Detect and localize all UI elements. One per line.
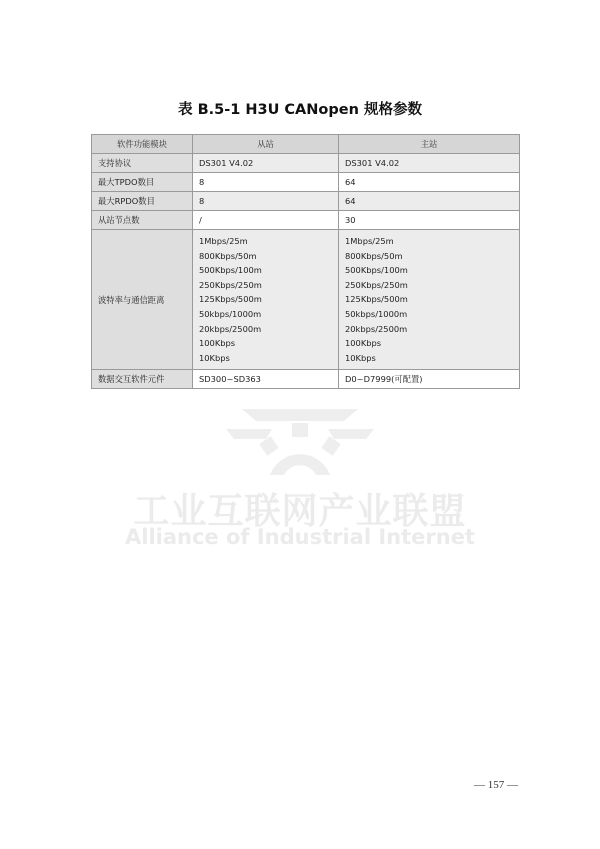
master-cell [339,230,520,370]
header-module: 软件功能模块 [92,135,193,154]
slave-cell: / [193,211,339,230]
spec-table [91,134,520,389]
baud-item: 1Mbps/25m [345,236,394,246]
baud-item: 20kbps/2500m [345,323,408,334]
gear-logo-icon [222,395,378,477]
slave-cell: 8 [193,173,339,192]
table-title: 表 B.5-1 H3U CANopen 规格参数 [178,102,422,118]
baud-item: 500Kbps/100m [199,265,262,276]
row-label: 数据交互软件元件 [92,370,193,389]
watermark-en: Alliance of Industrial Internet [125,525,475,549]
slave-cell: SD300~SD363 [193,370,339,389]
baud-item: 50kbps/1000m [345,308,408,319]
master-cell: D0~D7999(可配置) [339,370,520,389]
baud-item: 100Kbps [199,338,236,349]
table-row [92,192,520,211]
baud-item: 800Kbps/50m [345,250,403,261]
baud-item: 250Kbps/250m [345,279,408,290]
watermark-cn: 工业互联网产业联盟 [133,491,467,532]
header-master: 主站 [339,135,520,154]
baud-item: 20kbps/2500m [199,323,262,334]
slave-cell [193,230,339,370]
master-cell: 30 [339,211,520,230]
slave-cell: 8 [193,192,339,211]
table-row [92,370,520,389]
page-number: — 157 — [474,779,518,791]
baud-item: 800Kbps/50m [199,250,257,261]
baud-item: 100Kbps [345,338,382,349]
baud-item: 50kbps/1000m [199,308,262,319]
baud-item: 10Kbps [345,352,376,363]
baud-item: 125Kbps/500m [199,294,262,305]
table-row [92,154,520,173]
baud-item: 250Kbps/250m [199,279,262,290]
master-cell: 64 [339,192,520,211]
row-label: 最大RPDO数目 [92,192,193,211]
slave-cell: DS301 V4.02 [193,154,339,173]
row-label: 支持协议 [92,154,193,173]
row-label: 波特率与通信距离 [92,230,193,370]
baud-item: 500Kbps/100m [345,265,408,276]
row-label: 最大TPDO数目 [92,173,193,192]
header-slave: 从站 [193,135,339,154]
baud-item: 125Kbps/500m [345,294,408,305]
baud-item: 1Mbps/25m [199,236,248,246]
table-row [92,211,520,230]
baud-item: 10Kbps [199,352,230,363]
master-cell: DS301 V4.02 [339,154,520,173]
master-cell: 64 [339,173,520,192]
table-header-row [92,135,520,154]
table-row [92,173,520,192]
row-label: 从站节点数 [92,211,193,230]
table-row-baud [92,230,520,370]
